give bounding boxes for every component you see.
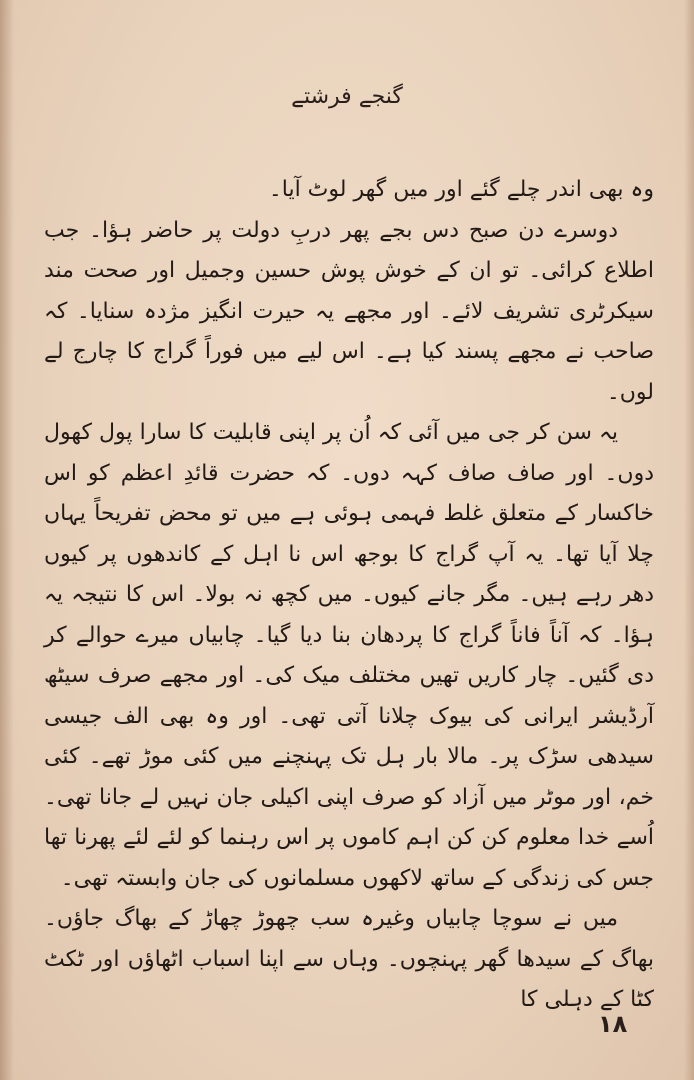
paragraph-1: وہ بھی اندر چلے گئے اور میں گھر لوٹ آیا۔: [268, 177, 654, 202]
paragraph-4: میں نے سوچا چابیاں وغیرہ سب چھوڑ چھاڑ کے بھاگ جاؤں۔ بھاگ کے سیدھا گھر پہنچوں۔ وہاں سے اپنا اسباب اٹھاؤں اور ٹکٹ کٹا کے دہلی کا: [44, 906, 654, 1012]
paragraph-2: دوسرے دن صبح دس بجے پھر دربِ دولت پر حاضر ہؤا۔ جب اطلاع کرائی۔ تو ان کے خوش پوش حسین وجمیل اور صحت مند سیکرٹری تشریف لائے۔ اور مجھے یہ حیرت انگیز مژدہ سنایا۔ کہ صاحب نے مجھے پسند کیا ہے۔ اس لیے میں فوراً گراج کا چارج لے لوں۔: [44, 217, 654, 405]
running-head: گنجے فرشتے: [291, 84, 403, 109]
page-edge-shadow-left: [0, 0, 14, 1080]
page-number: ۱۸: [598, 1010, 628, 1038]
paragraph-3: یہ سن کر جی میں آئی کہ اُن پر اپنی قابلیت کا سارا پول کھول دوں۔ اور صاف صاف کہہ دوں۔ کہ حضرت قائدِ اعظم کو اس خاکسار کے متعلق غلط فہمی ہوئی ہے میں تو محض تفریحاً یہاں چلا آیا تھا۔ یہ آپ گراج کا بوجھ اس نا اہل کے کاندھوں پر کیوں دھر رہے ہیں۔ مگر جانے کیوں۔ میں کچھ نہ بولا۔ اس کا نتیجہ یہ ہؤا۔ کہ آناً فاناً گراج کا پردھان بنا دیا گیا۔ چابیاں میرے حوالے کر دی گئیں۔ چار کاریں تھیں مختلف میک کی۔ اور مجھے صرف سیٹھ آرڈیشر ایرانی کی بیوک چلانا آتی تھی۔ اور وہ بھی الف جیسی سیدھی سڑک پر۔ مالا بار ہل تک پہنچنے میں کئی موڑ تھے۔ کئی خم، اور موٹر میں آزاد کو صرف اپنی اکیلی جان نہیں لے جانا تھی۔ اُسے خدا معلوم کن کن اہم کاموں پر اس رہنما کو لئے لئے پھرنا تھا جس کی زندگی کے ساتھ لاکھوں مسلمانوں کی جان وابستہ تھی۔: [44, 420, 654, 891]
body-text: [44, 170, 654, 1021]
page-edge-shadow-right: [684, 0, 694, 1080]
